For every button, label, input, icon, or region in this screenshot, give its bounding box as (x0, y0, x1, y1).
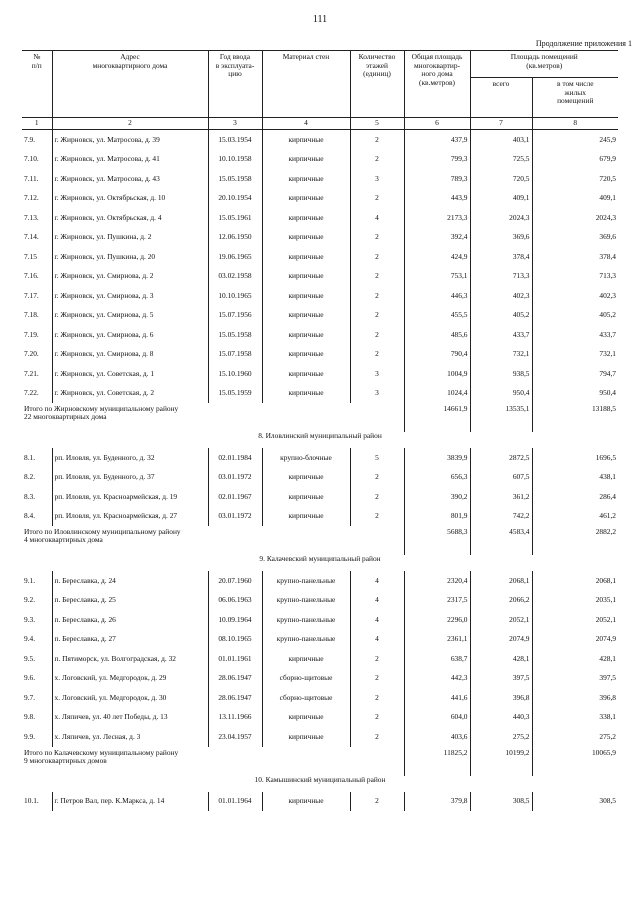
premises-area-total-cell: 378,4 (470, 247, 532, 267)
commission-year-cell: 20.10.1954 (208, 189, 262, 209)
wall-material-cell: сборно-щитовые (262, 669, 350, 689)
total-value-cell: 14661,9 (404, 403, 470, 432)
row-number-cell: 7.20. (22, 345, 52, 365)
premises-area-living-cell: 428,1 (532, 649, 618, 669)
address-cell: г. Жирновск, ул. Матросова, д. 39 (52, 130, 208, 150)
commission-year-cell: 19.06.1965 (208, 247, 262, 267)
table-row (22, 649, 618, 669)
wall-material-cell: кирпичные (262, 286, 350, 306)
floors-cell: 2 (350, 487, 404, 507)
premises-area-living-cell: 402,3 (532, 286, 618, 306)
premises-area-living-cell: 338,1 (532, 708, 618, 728)
table-row (22, 708, 618, 728)
table-row (22, 571, 618, 591)
wall-material-cell: кирпичные (262, 364, 350, 384)
section-title: 8. Иловлинский муниципальный район (258, 431, 382, 440)
row-number-cell: 7.11. (22, 169, 52, 189)
total-label: Итого по Калачевскому муниципальному району 9 многоквартирных домов (24, 747, 179, 765)
floors-cell: 2 (350, 507, 404, 527)
premises-area-total-cell: 361,2 (470, 487, 532, 507)
commission-year-cell: 15.03.1954 (208, 130, 262, 150)
address-cell: рп. Иловля, ул. Красноармейская, д. 27 (52, 507, 208, 527)
address-cell: г. Жирновск, ул. Матросова, д. 41 (52, 150, 208, 170)
wall-material-cell: кирпичные (262, 345, 350, 365)
total-blank-cell (350, 403, 404, 432)
address-cell: г. Жирновск, ул. Советская, д. 1 (52, 364, 208, 384)
wall-material-cell: кирпичные (262, 150, 350, 170)
commission-year-cell: 08.10.1965 (208, 630, 262, 650)
floors-cell: 2 (350, 150, 404, 170)
premises-area-living-cell: 396,8 (532, 688, 618, 708)
floors-cell: 4 (350, 630, 404, 650)
premises-area-total-cell: 607,5 (470, 468, 532, 488)
row-number-cell: 9.3. (22, 610, 52, 630)
premises-area-total-cell: 396,8 (470, 688, 532, 708)
address-cell: г. Петров Вал, пер. К.Маркса, д. 14 (52, 792, 208, 812)
total-value-cell: 10199,2 (470, 747, 532, 776)
total-area-cell: 2173,3 (404, 208, 470, 228)
header-floors: Количество этажей (единиц) (350, 51, 404, 118)
table-row (22, 507, 618, 527)
premises-area-total-cell: 433,7 (470, 325, 532, 345)
total-area-cell: 790,4 (404, 345, 470, 365)
floors-cell: 4 (350, 571, 404, 591)
premises-area-living-cell: 286,4 (532, 487, 618, 507)
premises-area-living-cell: 405,2 (532, 306, 618, 326)
wall-material-cell: кирпичные (262, 325, 350, 345)
premises-area-living-cell: 378,4 (532, 247, 618, 267)
commission-year-cell: 13.11.1966 (208, 708, 262, 728)
premises-area-total-cell: 950,4 (470, 384, 532, 404)
commission-year-cell: 06.06.1963 (208, 591, 262, 611)
table-row (22, 345, 618, 365)
premises-area-living-cell: 245,9 (532, 130, 618, 150)
total-value-cell: 13535,1 (470, 403, 532, 432)
total-area-cell: 379,8 (404, 792, 470, 812)
floors-cell: 4 (350, 610, 404, 630)
address-cell: г. Жирновск, ул. Смирнова, д. 3 (52, 286, 208, 306)
row-number-cell: 7.9. (22, 130, 52, 150)
premises-area-total-cell: 732,1 (470, 345, 532, 365)
total-blank-cell (350, 747, 404, 776)
column-number: 1 (22, 118, 52, 130)
header-num: № п/п (22, 51, 52, 118)
floors-cell: 3 (350, 384, 404, 404)
header-material: Материал стен (262, 51, 350, 118)
table-row (22, 669, 618, 689)
wall-material-cell: крупно-панельные (262, 610, 350, 630)
table-row (22, 610, 618, 630)
row-number-cell: 7.12. (22, 189, 52, 209)
wall-material-cell: кирпичные (262, 468, 350, 488)
floors-cell: 2 (350, 247, 404, 267)
total-row (22, 526, 618, 555)
table-row (22, 130, 618, 150)
premises-area-total-cell: 405,2 (470, 306, 532, 326)
premises-area-total-cell: 409,1 (470, 189, 532, 209)
wall-material-cell: кирпичные (262, 708, 350, 728)
address-cell: п. Береславка, д. 24 (52, 571, 208, 591)
row-number-cell: 7.18. (22, 306, 52, 326)
premises-area-total-cell: 2872,5 (470, 448, 532, 468)
commission-year-cell: 15.07.1958 (208, 345, 262, 365)
commission-year-cell: 12.06.1950 (208, 228, 262, 248)
total-value-cell: 11825,2 (404, 747, 470, 776)
floors-cell: 5 (350, 448, 404, 468)
wall-material-cell: кирпичные (262, 792, 350, 812)
premises-area-living-cell: 308,5 (532, 792, 618, 812)
total-area-cell: 753,1 (404, 267, 470, 287)
address-cell: г. Жирновск, ул. Смирнова, д. 8 (52, 345, 208, 365)
premises-area-total-cell: 2068,1 (470, 571, 532, 591)
commission-year-cell: 15.05.1958 (208, 325, 262, 345)
table-row (22, 286, 618, 306)
row-number-cell: 7.13. (22, 208, 52, 228)
address-cell: п. Береславка, д. 25 (52, 591, 208, 611)
table-row (22, 247, 618, 267)
floors-cell: 2 (350, 468, 404, 488)
column-number: 8 (532, 118, 618, 130)
total-row (22, 747, 618, 776)
commission-year-cell: 03.01.1972 (208, 507, 262, 527)
total-area-cell: 424,9 (404, 247, 470, 267)
total-area-cell: 446,3 (404, 286, 470, 306)
premises-area-total-cell: 938,5 (470, 364, 532, 384)
commission-year-cell: 15.05.1959 (208, 384, 262, 404)
row-number-cell: 9.6. (22, 669, 52, 689)
continuation-note: Продолжение приложения 1 (535, 39, 632, 48)
wall-material-cell: кирпичные (262, 130, 350, 150)
total-area-cell: 2320,4 (404, 571, 470, 591)
floors-cell: 2 (350, 727, 404, 747)
address-cell: х. Ляпичев, ул. 40 лет Победы, д. 13 (52, 708, 208, 728)
row-number-cell: 8.3. (22, 487, 52, 507)
floors-cell: 2 (350, 345, 404, 365)
premises-area-total-cell: 397,5 (470, 669, 532, 689)
total-area-cell: 441,6 (404, 688, 470, 708)
wall-material-cell: кирпичные (262, 507, 350, 527)
address-cell: г. Жирновск, ул. Октябрьская, д. 10 (52, 189, 208, 209)
commission-year-cell: 10.10.1965 (208, 286, 262, 306)
total-label: Итого по Жирновскому муниципальному району 22 многоквартирных дома (24, 404, 179, 422)
address-cell: г. Жирновск, ул. Советская, д. 2 (52, 384, 208, 404)
premises-area-total-cell: 2024,3 (470, 208, 532, 228)
total-area-cell: 789,3 (404, 169, 470, 189)
address-cell: г. Жирновск, ул. Матросова, д. 43 (52, 169, 208, 189)
total-area-cell: 2296,0 (404, 610, 470, 630)
premises-area-living-cell: 433,7 (532, 325, 618, 345)
table-row (22, 306, 618, 326)
table-row (22, 228, 618, 248)
total-label: Итого по Иловлинскому муниципальному району 4 многоквартирных дома (24, 527, 181, 545)
address-cell: г. Жирновск, ул. Октябрьская, д. 4 (52, 208, 208, 228)
row-number-cell: 9.4. (22, 630, 52, 650)
wall-material-cell: кирпичные (262, 649, 350, 669)
floors-cell: 2 (350, 267, 404, 287)
premises-area-living-cell: 369,6 (532, 228, 618, 248)
table-row (22, 630, 618, 650)
commission-year-cell: 15.05.1958 (208, 169, 262, 189)
total-area-cell: 2361,1 (404, 630, 470, 650)
floors-cell: 3 (350, 364, 404, 384)
row-number-cell: 8.1. (22, 448, 52, 468)
column-number: 7 (470, 118, 532, 130)
wall-material-cell: крупно-панельные (262, 630, 350, 650)
table-row (22, 189, 618, 209)
premises-area-total-cell: 725,5 (470, 150, 532, 170)
total-value-cell: 13188,5 (532, 403, 618, 432)
floors-cell: 4 (350, 208, 404, 228)
premises-area-living-cell: 2074,9 (532, 630, 618, 650)
wall-material-cell: крупно-блочные (262, 448, 350, 468)
commission-year-cell: 15.07.1956 (208, 306, 262, 326)
floors-cell: 2 (350, 649, 404, 669)
row-number-cell: 7.15 (22, 247, 52, 267)
wall-material-cell: кирпичные (262, 169, 350, 189)
premises-area-living-cell: 2052,1 (532, 610, 618, 630)
premises-area-living-cell: 2068,1 (532, 571, 618, 591)
floors-cell: 3 (350, 169, 404, 189)
row-number-cell: 9.7. (22, 688, 52, 708)
table-row (22, 448, 618, 468)
header-premises-area: Площадь помещений (кв.метров) (470, 51, 618, 78)
total-value-cell: 5688,3 (404, 526, 470, 555)
row-number-cell: 7.21. (22, 364, 52, 384)
column-number: 4 (262, 118, 350, 130)
premises-area-living-cell: 679,9 (532, 150, 618, 170)
commission-year-cell: 03.01.1972 (208, 468, 262, 488)
column-number: 6 (404, 118, 470, 130)
row-number-cell: 9.5. (22, 649, 52, 669)
total-area-cell: 638,7 (404, 649, 470, 669)
address-cell: г. Жирновск, ул. Пушкина, д. 20 (52, 247, 208, 267)
commission-year-cell: 01.01.1961 (208, 649, 262, 669)
address-cell: рп. Иловля, ул. Буденного, д. 32 (52, 448, 208, 468)
premises-area-total-cell: 742,2 (470, 507, 532, 527)
table-row (22, 591, 618, 611)
address-cell: г. Жирновск, ул. Пушкина, д. 2 (52, 228, 208, 248)
wall-material-cell: кирпичные (262, 384, 350, 404)
premises-area-total-cell: 2052,1 (470, 610, 532, 630)
floors-cell: 2 (350, 228, 404, 248)
total-area-cell: 1004,9 (404, 364, 470, 384)
address-cell: рп. Иловля, ул. Буденного, д. 37 (52, 468, 208, 488)
wall-material-cell: кирпичные (262, 267, 350, 287)
total-row (22, 403, 618, 432)
address-cell: рп. Иловля, ул. Красноармейская, д. 19 (52, 487, 208, 507)
column-number: 5 (350, 118, 404, 130)
row-number-cell: 10.1. (22, 792, 52, 812)
header-premises-all: всего (470, 78, 532, 118)
table-row (22, 792, 618, 812)
premises-area-total-cell: 713,3 (470, 267, 532, 287)
commission-year-cell: 28.06.1947 (208, 669, 262, 689)
premises-area-living-cell: 794,7 (532, 364, 618, 384)
wall-material-cell: кирпичные (262, 189, 350, 209)
commission-year-cell: 28.06.1947 (208, 688, 262, 708)
table-row (22, 325, 618, 345)
row-number-cell: 7.19. (22, 325, 52, 345)
header-total-area: Общая площадь многоквартир- ного дома (кв.метров) (404, 51, 470, 118)
premises-area-total-cell: 2066,2 (470, 591, 532, 611)
premises-area-living-cell: 2024,3 (532, 208, 618, 228)
header-premises-living: в том числе жилых помещений (532, 78, 618, 118)
premises-area-total-cell: 308,5 (470, 792, 532, 812)
total-blank-cell (350, 526, 404, 555)
section-row (22, 776, 618, 792)
table-row (22, 384, 618, 404)
address-cell: х. Логовский, ул. Медгородок, д. 30 (52, 688, 208, 708)
table-row (22, 150, 618, 170)
premises-area-living-cell: 397,5 (532, 669, 618, 689)
floors-cell: 2 (350, 130, 404, 150)
total-area-cell: 390,2 (404, 487, 470, 507)
wall-material-cell: кирпичные (262, 306, 350, 326)
total-area-cell: 485,6 (404, 325, 470, 345)
section-row (22, 432, 618, 448)
wall-material-cell: крупно-панельные (262, 591, 350, 611)
floors-cell: 2 (350, 286, 404, 306)
floors-cell: 2 (350, 325, 404, 345)
address-cell: г. Жирновск, ул. Смирнова, д. 5 (52, 306, 208, 326)
row-number-cell: 9.1. (22, 571, 52, 591)
floors-cell: 2 (350, 708, 404, 728)
row-number-cell: 9.8. (22, 708, 52, 728)
total-area-cell: 1024,4 (404, 384, 470, 404)
premises-area-total-cell: 369,6 (470, 228, 532, 248)
row-number-cell: 7.14. (22, 228, 52, 248)
section-row (22, 555, 618, 571)
wall-material-cell: кирпичные (262, 727, 350, 747)
address-cell: г. Жирновск, ул. Смирнова, д. 2 (52, 267, 208, 287)
wall-material-cell: кирпичные (262, 247, 350, 267)
total-area-cell: 455,5 (404, 306, 470, 326)
commission-year-cell: 15.10.1960 (208, 364, 262, 384)
wall-material-cell: кирпичные (262, 487, 350, 507)
floors-cell: 2 (350, 189, 404, 209)
premises-area-total-cell: 2074,9 (470, 630, 532, 650)
row-number-cell: 9.2. (22, 591, 52, 611)
row-number-cell: 9.9. (22, 727, 52, 747)
address-cell: п. Береславка, д. 26 (52, 610, 208, 630)
table-row (22, 267, 618, 287)
table-row (22, 169, 618, 189)
wall-material-cell: сборно-щитовые (262, 688, 350, 708)
address-cell: п. Береславка, д. 27 (52, 630, 208, 650)
premises-area-living-cell: 720,5 (532, 169, 618, 189)
header-year: Год ввода в эксплуата- цию (208, 51, 262, 118)
commission-year-cell: 02.01.1967 (208, 487, 262, 507)
row-number-cell: 7.17. (22, 286, 52, 306)
header-address: Адрес многоквартирного дома (52, 51, 208, 118)
address-cell: г. Жирновск, ул. Смирнова, д. 6 (52, 325, 208, 345)
floors-cell: 4 (350, 591, 404, 611)
wall-material-cell: крупно-панельные (262, 571, 350, 591)
column-number: 2 (52, 118, 208, 130)
apartment-buildings-table (22, 50, 618, 811)
row-number-cell: 8.4. (22, 507, 52, 527)
premises-area-total-cell: 428,1 (470, 649, 532, 669)
total-area-cell: 442,3 (404, 669, 470, 689)
table-row (22, 727, 618, 747)
total-area-cell: 799,3 (404, 150, 470, 170)
premises-area-total-cell: 440,3 (470, 708, 532, 728)
premises-area-living-cell: 713,3 (532, 267, 618, 287)
total-area-cell: 403,6 (404, 727, 470, 747)
total-area-cell: 656,3 (404, 468, 470, 488)
section-title: 9. Калачевский муниципальный район (259, 554, 381, 563)
floors-cell: 2 (350, 306, 404, 326)
floors-cell: 2 (350, 688, 404, 708)
premises-area-living-cell: 409,1 (532, 189, 618, 209)
total-area-cell: 3839,9 (404, 448, 470, 468)
address-cell: п. Пятиморск, ул. Волгоградская, д. 32 (52, 649, 208, 669)
total-area-cell: 437,9 (404, 130, 470, 150)
column-number: 3 (208, 118, 262, 130)
section-title: 10. Камышинский муниципальный район (254, 774, 386, 784)
total-area-cell: 801,9 (404, 507, 470, 527)
commission-year-cell: 15.05.1961 (208, 208, 262, 228)
total-value-cell: 4583,4 (470, 526, 532, 555)
commission-year-cell: 01.01.1964 (208, 792, 262, 812)
total-value-cell: 10065,9 (532, 747, 618, 776)
row-number-cell: 8.2. (22, 468, 52, 488)
table-row (22, 688, 618, 708)
table-row (22, 364, 618, 384)
premises-area-living-cell: 438,1 (532, 468, 618, 488)
commission-year-cell: 02.01.1984 (208, 448, 262, 468)
total-area-cell: 2317,5 (404, 591, 470, 611)
address-cell: х. Ляпичев, ул. Лесная, д. 3 (52, 727, 208, 747)
premises-area-total-cell: 275,2 (470, 727, 532, 747)
premises-area-total-cell: 403,1 (470, 130, 532, 150)
commission-year-cell: 23.04.1957 (208, 727, 262, 747)
total-area-cell: 392,4 (404, 228, 470, 248)
floors-cell: 2 (350, 669, 404, 689)
total-area-cell: 443,9 (404, 189, 470, 209)
total-value-cell: 2882,2 (532, 526, 618, 555)
wall-material-cell: кирпичные (262, 228, 350, 248)
table-row (22, 468, 618, 488)
row-number-cell: 7.16. (22, 267, 52, 287)
floors-cell: 2 (350, 792, 404, 812)
table-row (22, 208, 618, 228)
wall-material-cell: кирпичные (262, 208, 350, 228)
commission-year-cell: 10.09.1964 (208, 610, 262, 630)
premises-area-living-cell: 732,1 (532, 345, 618, 365)
premises-area-living-cell: 950,4 (532, 384, 618, 404)
premises-area-living-cell: 2035,1 (532, 591, 618, 611)
commission-year-cell: 10.10.1958 (208, 150, 262, 170)
address-cell: х. Логовский, ул. Медгородок, д. 29 (52, 669, 208, 689)
total-area-cell: 604,0 (404, 708, 470, 728)
page-number: 111 (312, 14, 328, 25)
premises-area-total-cell: 720,5 (470, 169, 532, 189)
premises-area-total-cell: 402,3 (470, 286, 532, 306)
premises-area-living-cell: 461,2 (532, 507, 618, 527)
row-number-cell: 7.22. (22, 384, 52, 404)
premises-area-living-cell: 1696,5 (532, 448, 618, 468)
table-row (22, 487, 618, 507)
commission-year-cell: 03.02.1958 (208, 267, 262, 287)
premises-area-living-cell: 275,2 (532, 727, 618, 747)
row-number-cell: 7.10. (22, 150, 52, 170)
commission-year-cell: 20.07.1960 (208, 571, 262, 591)
